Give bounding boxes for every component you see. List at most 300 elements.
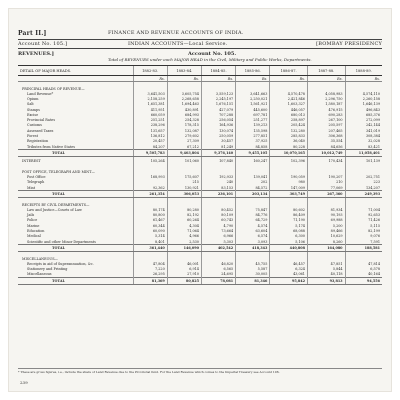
- value-cell: 285,833: [270, 133, 308, 138]
- total-row: [18, 245, 382, 252]
- value-cell: 45,755: [236, 261, 270, 266]
- value-cell: 2,296,750: [307, 96, 345, 101]
- value-cell: 1,651,381: [133, 102, 167, 107]
- value-cell: 306,053: [167, 191, 201, 198]
- value-cell: 697,781: [236, 112, 270, 117]
- value-cell: 446,057: [270, 107, 308, 112]
- value-cell: 8,260: [307, 239, 345, 245]
- group-heading-row: [18, 82, 382, 92]
- value-cell: 341,019: [345, 128, 382, 133]
- value-cell: 5,174: [270, 223, 308, 228]
- value-cell: 63,604: [236, 228, 270, 233]
- value-cell: 250,059: [201, 133, 235, 138]
- value-cell: 261,354: [133, 191, 167, 198]
- total-row: [18, 150, 382, 157]
- group-heading-row: [18, 198, 382, 208]
- value-cell: 240: [201, 180, 235, 185]
- value-cell: 6,565: [201, 267, 235, 272]
- value-cell: 80,280: [167, 207, 201, 212]
- year-header-row: [18, 66, 382, 76]
- value-cell: 2,158,259: [133, 96, 167, 101]
- table-row: [18, 157, 382, 166]
- row-label: Scientific and other Minor Departments: [27, 239, 96, 244]
- value-cell: 8,401: [133, 239, 167, 245]
- value-cell: 10,629: [307, 234, 345, 239]
- group-heading-row: [18, 165, 382, 174]
- value-cell: [201, 82, 235, 92]
- value-cell: 188,581: [345, 245, 382, 252]
- value-cell: 60,344: [133, 223, 167, 228]
- row-label: INTEREST: [22, 159, 41, 164]
- value-cell: 6,966: [201, 234, 235, 239]
- value-cell: 170,434: [307, 157, 345, 166]
- group-heading: RECEIPTS BY CIVIL DEPARTMENTS—: [22, 203, 90, 208]
- row-label: TOTAL: [18, 150, 133, 157]
- value-cell: 251,251: [133, 117, 167, 122]
- value-cell: 9,403,804: [167, 150, 201, 157]
- row-label: Forest: [27, 134, 38, 139]
- row-label: Receipts in aid of Superannuation, &c.: [27, 261, 94, 266]
- value-cell: [133, 198, 167, 208]
- value-cell: 73,664: [201, 228, 235, 233]
- value-cell: 680,013: [270, 112, 308, 117]
- value-cell: 3,641,663: [236, 91, 270, 96]
- value-cell: 80,452: [201, 207, 235, 212]
- value-cell: 60,264: [167, 218, 201, 223]
- value-cell: [307, 165, 345, 174]
- value-cell: 80,109: [201, 212, 235, 217]
- value-cell: 84,207: [133, 144, 167, 150]
- value-cell: [201, 198, 235, 208]
- value-cell: [236, 82, 270, 92]
- value-cell: 202: [236, 180, 270, 185]
- value-cell: 78,081: [201, 278, 235, 285]
- row-label: Opium: [27, 96, 39, 101]
- value-cell: 95,842: [270, 278, 308, 285]
- value-cell: 2,530: [167, 239, 201, 245]
- value-cell: 7,220: [133, 267, 167, 272]
- value-cell: 132,280: [270, 128, 308, 133]
- value-cell: 980: [270, 180, 308, 185]
- table-body: [18, 76, 382, 285]
- value-cell: 279,602: [167, 133, 201, 138]
- account-label: Account No. 105.]: [18, 41, 68, 47]
- value-cell: 60,743: [201, 218, 235, 223]
- value-cell: 80,602: [270, 207, 308, 212]
- value-cell: 61,467: [133, 218, 167, 223]
- value-cell: 46,001: [167, 261, 201, 266]
- value-cell: 685,376: [345, 112, 382, 117]
- value-cell: [167, 82, 201, 92]
- value-cell: [236, 198, 270, 208]
- footnote: * These are gross figures, i.e., include the share of Land Revenue due to the Provincial fund. For the Land Revenue which comes to the Imperial Treasury see Account 106.: [18, 368, 382, 374]
- row-label: Miscellaneous: [27, 272, 52, 277]
- value-cell: 690,283: [307, 112, 345, 117]
- value-cell: 361,440: [133, 245, 167, 252]
- value-cell: 30,005: [236, 272, 270, 278]
- value-cell: 84,776: [236, 212, 270, 217]
- sub-header: [18, 39, 382, 49]
- year-header: 1885-86.: [236, 66, 270, 76]
- value-cell: 68,088: [270, 228, 308, 233]
- value-cell: 81,249: [201, 144, 235, 150]
- value-cell: 9,505,783: [133, 150, 167, 157]
- value-cell: 64,729: [236, 218, 270, 223]
- part-label: Part II.]: [18, 30, 47, 37]
- value-cell: 411,951: [133, 107, 167, 112]
- year-header: 1884-85.: [201, 66, 235, 76]
- value-cell: 418,343: [236, 245, 270, 252]
- value-cell: 40,118: [307, 272, 345, 278]
- value-cell: [167, 252, 201, 262]
- value-cell: 60,090: [133, 228, 167, 233]
- value-cell: 9,376,140: [201, 150, 235, 157]
- value-cell: 26,295: [133, 272, 167, 278]
- unit-cell: Rs.: [345, 76, 382, 82]
- value-cell: 4,570,478: [270, 91, 308, 96]
- value-cell: 89,466: [307, 228, 345, 233]
- value-cell: 4,304: [167, 223, 201, 228]
- value-cell: 80,825: [167, 278, 201, 285]
- value-cell: 5,314: [133, 234, 167, 239]
- value-cell: 192,933: [201, 174, 235, 179]
- unit-cell: Rs.: [236, 76, 270, 82]
- value-cell: 81,369: [133, 278, 167, 285]
- value-cell: 2,421,846: [270, 96, 308, 101]
- value-cell: 71,426: [345, 218, 382, 223]
- year-header: 1886-87.: [270, 66, 308, 76]
- row-label: Salt: [27, 102, 34, 107]
- value-cell: 402,542: [201, 245, 235, 252]
- value-cell: 5,844: [307, 267, 345, 272]
- row-label: Police: [27, 218, 38, 223]
- value-cell: 1,676,151: [201, 102, 235, 107]
- value-cell: 215: [167, 180, 201, 185]
- value-cell: [236, 165, 270, 174]
- value-cell: 81,346: [236, 278, 270, 285]
- value-cell: 254,328: [167, 117, 201, 122]
- value-cell: 267,360: [307, 191, 345, 198]
- value-cell: 40,164: [345, 272, 382, 278]
- value-cell: 4,574: [236, 223, 270, 228]
- value-cell: 190,059: [270, 174, 308, 179]
- row-label: Registration: [27, 139, 49, 144]
- value-cell: 135,598: [236, 128, 270, 133]
- value-cell: 5,200: [307, 223, 345, 228]
- value-cell: 4,574,110: [345, 91, 382, 96]
- value-cell: 6,574: [236, 234, 270, 239]
- top-header: [18, 30, 382, 38]
- value-cell: 242,144: [345, 123, 382, 128]
- value-cell: 164,080: [307, 245, 345, 252]
- row-label: Stationery and Printing: [27, 267, 68, 272]
- value-cell: 46,820: [201, 261, 235, 266]
- row-label: Customs: [27, 123, 42, 128]
- value-cell: 27,910: [167, 272, 201, 278]
- value-cell: 80,800: [133, 212, 167, 217]
- value-cell: 684,993: [167, 112, 201, 117]
- value-cell: 71,064: [167, 228, 201, 233]
- value-cell: [270, 252, 308, 262]
- value-cell: 30,457: [201, 139, 235, 144]
- value-cell: 92,653: [345, 212, 382, 217]
- year-header: 1888-89.: [345, 66, 382, 76]
- value-cell: 36,040: [270, 139, 308, 144]
- value-cell: 84,858: [236, 144, 270, 150]
- value-cell: 3,641,503: [133, 91, 167, 96]
- value-cell: 77,069: [307, 185, 345, 191]
- value-cell: 6,578: [345, 267, 382, 272]
- value-cell: [345, 252, 382, 262]
- value-cell: 92,362: [133, 185, 167, 191]
- row-label: Mint: [27, 185, 36, 190]
- value-cell: [345, 165, 382, 174]
- value-cell: 476,915: [307, 107, 345, 112]
- value-cell: 130,074: [201, 128, 235, 133]
- value-cell: [307, 82, 345, 92]
- value-cell: 75,847: [236, 207, 270, 212]
- value-cell: 139,213: [236, 123, 270, 128]
- value-cell: [133, 252, 167, 262]
- value-cell: 6,914: [167, 267, 201, 272]
- value-cell: 4,058,983: [307, 91, 345, 96]
- value-cell: 83,421: [345, 144, 382, 150]
- value-cell: 43,061: [270, 272, 308, 278]
- value-cell: 131,657: [133, 128, 167, 133]
- value-cell: 67,212: [167, 144, 201, 150]
- value-cell: 203,134: [236, 191, 270, 198]
- year-header: 1882-83.: [133, 66, 167, 76]
- value-cell: 707,288: [201, 112, 235, 117]
- unit-cell: Rs.: [270, 76, 308, 82]
- value-cell: 69,988: [307, 218, 345, 223]
- value-cell: 27,309: [167, 139, 201, 144]
- row-label: Stamps: [27, 107, 40, 112]
- group-heading: MISCELLANEOUS—: [22, 257, 58, 262]
- value-cell: 84,572: [236, 185, 270, 191]
- value-cell: 1,603,327: [270, 102, 308, 107]
- value-cell: [307, 252, 345, 262]
- value-cell: 1,580,187: [307, 102, 345, 107]
- value-cell: 496,843: [345, 107, 382, 112]
- value-cell: 5,587: [236, 267, 270, 272]
- value-cell: 47,814: [345, 261, 382, 266]
- value-cell: 427,079: [201, 107, 235, 112]
- value-cell: 83,153: [201, 185, 235, 191]
- value-cell: 107,840: [201, 157, 235, 166]
- value-cell: 94,556: [345, 278, 382, 285]
- value-cell: 20,457: [133, 139, 167, 144]
- value-cell: 71,190: [270, 218, 308, 223]
- value-cell: 71,004: [345, 207, 382, 212]
- value-cell: 2,268,658: [167, 96, 201, 101]
- value-cell: 46,457: [270, 261, 308, 266]
- value-cell: 306,368: [307, 133, 345, 138]
- row-label: TOTAL: [18, 191, 133, 198]
- group-heading-row: [18, 252, 382, 262]
- value-cell: 175,607: [167, 174, 201, 179]
- value-cell: 202,751: [345, 174, 382, 179]
- unit-cell: Rs.: [201, 76, 235, 82]
- value-cell: 2,250,021: [236, 96, 270, 101]
- group-heading: PRINCIPAL HEADS OF REVENUE—: [22, 87, 85, 91]
- value-cell: 258,897: [270, 117, 308, 122]
- row-label: Jails: [27, 213, 35, 218]
- group-heading: POST OFFICE, TELEGRAPH AND MINT—: [22, 170, 95, 175]
- value-cell: 35,554: [307, 139, 345, 144]
- row-label: TOTAL: [18, 245, 133, 252]
- row-label: Assessed Taxes: [27, 128, 54, 133]
- value-cell: [201, 252, 235, 262]
- row-label: Land Revenue*: [27, 91, 54, 96]
- value-cell: 207,465: [307, 128, 345, 133]
- value-cell: 6,300: [270, 234, 308, 239]
- value-cell: 1,694,463: [167, 102, 201, 107]
- value-cell: 160,247: [236, 157, 270, 166]
- value-cell: 147,009: [270, 185, 308, 191]
- value-cell: [133, 165, 167, 174]
- value-cell: [345, 82, 382, 92]
- value-cell: 238,296: [133, 123, 167, 128]
- total-row: [18, 191, 382, 198]
- value-cell: 249,393: [345, 191, 382, 198]
- revenues-heading: REVENUES.]: [18, 51, 54, 57]
- value-cell: 205,597: [307, 123, 345, 128]
- value-cell: 10,012,749: [307, 150, 345, 157]
- value-cell: [270, 198, 308, 208]
- row-label: Law and Justice—Courts of Law: [27, 207, 82, 212]
- value-cell: 9,076: [345, 234, 382, 239]
- value-cell: 37,925: [236, 139, 270, 144]
- value-cell: 134,207: [345, 185, 382, 191]
- value-cell: 86,409: [270, 212, 308, 217]
- row-label: TOTAL: [18, 278, 133, 285]
- value-cell: 101,139: [345, 157, 382, 166]
- value-cell: 168,993: [133, 174, 167, 179]
- value-cell: 272,099: [345, 117, 382, 122]
- year-header: 1883-84.: [167, 66, 201, 76]
- value-cell: 24,695: [201, 272, 235, 278]
- row-label: Excise: [27, 112, 39, 117]
- value-cell: 146,090: [167, 245, 201, 252]
- value-cell: 5,106: [270, 239, 308, 245]
- value-cell: 102,396: [270, 157, 308, 166]
- year-header: 1887-88.: [307, 66, 345, 76]
- value-cell: 1,561,921: [236, 102, 270, 107]
- value-cell: 9,455,105: [236, 150, 270, 157]
- value-cell: 6,324: [270, 267, 308, 272]
- value-cell: 84,656: [307, 144, 345, 150]
- value-cell: 80,174: [133, 207, 167, 212]
- value-cell: [236, 252, 270, 262]
- value-cell: 308,384: [345, 133, 382, 138]
- value-cell: 445,600: [236, 107, 270, 112]
- value-cell: 660,059: [133, 112, 167, 117]
- row-label: Provincial Rates: [27, 118, 56, 123]
- value-cell: 190,207: [307, 174, 345, 179]
- value-cell: 11,058,401: [345, 150, 382, 157]
- total-row: [18, 278, 382, 285]
- value-cell: 90,193: [307, 212, 345, 217]
- value-cell: 101,060: [167, 157, 201, 166]
- value-cell: 130,921: [167, 185, 201, 191]
- value-cell: 303,749: [270, 191, 308, 198]
- unit-cell: Rs.: [133, 76, 167, 82]
- page-number: 239: [20, 380, 28, 385]
- value-cell: 7,591: [345, 239, 382, 245]
- value-cell: 5,115: [345, 223, 382, 228]
- value-cell: 32,028: [345, 139, 382, 144]
- value-cell: 1,646,139: [345, 102, 382, 107]
- value-cell: [270, 165, 308, 174]
- row-label: Telegraph: [27, 180, 45, 185]
- value-cell: 136,812: [133, 133, 167, 138]
- row-label: Post Office: [27, 174, 46, 179]
- value-cell: 440,808: [270, 245, 308, 252]
- value-cell: 47,851: [307, 261, 345, 266]
- account-number: Account No. 105.: [188, 51, 237, 57]
- presidency-label: [BOMBAY PRESIDENCY: [316, 41, 382, 47]
- row-label: Medical: [27, 234, 41, 239]
- table-caption: Total of REVENUES under each MAJOR HEAD in the Civil, Military and Public Works, Departments.: [108, 57, 312, 62]
- subtitle: INDIAN ACCOUNTS—Local Service.: [128, 41, 228, 47]
- value-cell: 236,101: [201, 191, 235, 198]
- value-cell: 210: [307, 180, 345, 185]
- value-cell: 4,790: [201, 223, 235, 228]
- value-cell: 267,100: [307, 117, 345, 122]
- value-cell: 223: [345, 180, 382, 185]
- value-cell: 139,041: [236, 174, 270, 179]
- value-cell: 4,966: [167, 234, 201, 239]
- value-cell: 277,851: [236, 133, 270, 138]
- value-cell: 80,228: [270, 144, 308, 150]
- value-cell: [270, 82, 308, 92]
- value-cell: 251,277: [236, 117, 270, 122]
- value-cell: 132,087: [167, 128, 201, 133]
- detail-header: DETAIL OF MAJOR HEADS.: [18, 66, 133, 76]
- value-cell: 2,260,158: [345, 96, 382, 101]
- value-cell: 10,070,165: [270, 150, 308, 157]
- revenue-table: [18, 65, 382, 285]
- value-cell: 164,936: [201, 123, 235, 128]
- value-cell: 205,424: [270, 123, 308, 128]
- value-cell: 81,934: [307, 207, 345, 212]
- value-cell: 3,605,754: [167, 91, 201, 96]
- value-cell: [133, 82, 167, 92]
- value-cell: 3,093: [236, 239, 270, 245]
- value-cell: 256,054: [201, 117, 235, 122]
- value-cell: 82,192: [167, 212, 201, 217]
- value-cell: [345, 198, 382, 208]
- value-cell: [167, 165, 201, 174]
- unit-cell: Rs.: [167, 76, 201, 82]
- value-cell: [201, 165, 235, 174]
- value-cell: [307, 198, 345, 208]
- value-cell: 3,559,123: [201, 91, 235, 96]
- value-cell: 47,804: [133, 261, 167, 266]
- value-cell: 2,245,197: [201, 96, 235, 101]
- value-cell: 105,264: [133, 157, 167, 166]
- row-label: Tributes from Native States: [27, 144, 75, 149]
- value-cell: 93,813: [307, 278, 345, 285]
- row-label: Marine: [27, 223, 40, 228]
- unit-cell: Rs.: [307, 76, 345, 82]
- value-cell: 5,303: [201, 239, 235, 245]
- value-cell: [167, 198, 201, 208]
- value-cell: 430,891: [167, 107, 201, 112]
- ledger-page: [8, 8, 392, 392]
- top-title: FINANCE AND REVENUE ACCOUNTS OF INDIA.: [108, 30, 244, 36]
